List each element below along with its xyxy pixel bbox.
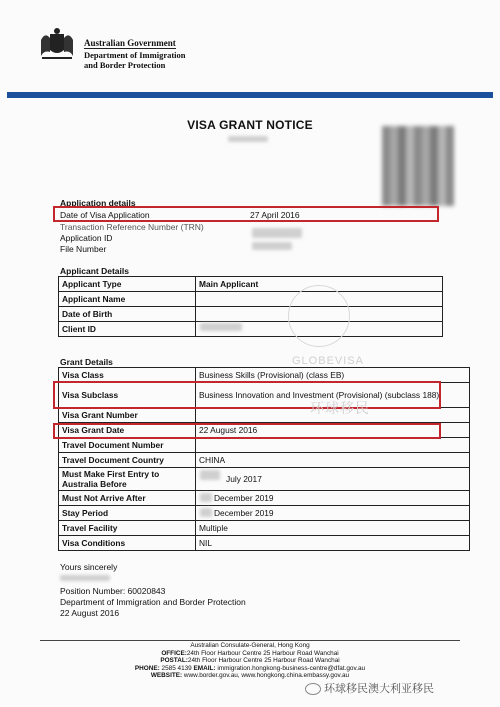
- redacted-signature: [60, 575, 110, 581]
- footer-phone-label: PHONE:: [134, 664, 160, 672]
- redacted-file: [252, 242, 292, 250]
- table-row: [59, 536, 470, 551]
- visa-conditions-label: Visa Conditions: [59, 536, 196, 551]
- highlight-application-date: [53, 206, 439, 222]
- department-name: Department of Immigration and Border Protection: [60, 597, 246, 607]
- visa-grant-date-label: Visa Grant Date: [59, 423, 196, 438]
- agency-name: [84, 38, 186, 70]
- travel-doc-number-value: [196, 438, 470, 453]
- footer-email: immigration.hongkong-business-centre@dfat.gov.au: [217, 664, 366, 672]
- visa-grant-date-value: 22 August 2016: [196, 423, 470, 438]
- applicant-name-label: Applicant Name: [59, 292, 196, 307]
- table-row: [59, 521, 470, 536]
- client-id-label: Client ID: [59, 322, 196, 337]
- table-row: [59, 408, 470, 423]
- redacted-appid: [252, 228, 302, 238]
- table-row: [59, 453, 470, 468]
- first-entry-label: Must Make First Entry to Australia Before: [59, 468, 196, 491]
- visa-class-label: Visa Class: [59, 368, 196, 383]
- position-number: Position Number: 60020843: [60, 586, 166, 596]
- grant-details-heading: Grant Details: [60, 357, 113, 367]
- header-rule: [84, 48, 176, 49]
- redacted-ref: [228, 136, 268, 142]
- applicant-type-label: Applicant Type: [59, 277, 196, 292]
- dob-label: Date of Birth: [59, 307, 196, 322]
- footer-website: www.border.gov.au, www.hongkong.china.embassy.gov.au: [183, 672, 350, 680]
- stay-period-label: Stay Period: [59, 506, 196, 521]
- footer-phone: 2585 4139: [161, 664, 192, 672]
- visa-grant-number-label: Visa Grant Number: [59, 408, 196, 423]
- visa-class-value: Business Skills (Provisional) (class EB): [196, 368, 470, 383]
- redacted-stay-day: [200, 508, 212, 517]
- applicant-photo: [382, 126, 454, 206]
- application-details-heading: Application details: [60, 198, 136, 208]
- footer: [40, 642, 460, 680]
- footer-email-label: EMAIL:: [193, 664, 216, 672]
- coat-of-arms-icon: [36, 26, 78, 64]
- app-label-appid: Application ID: [60, 233, 113, 243]
- watermark-chinese: 环球移民: [310, 400, 370, 416]
- first-entry-value: July 2017: [196, 468, 470, 491]
- redacted-client-id: [200, 323, 242, 331]
- header-bar: [7, 92, 493, 98]
- footer-postal: 24th Floor Harbour Centre 25 Harbour Road Wanchai: [187, 657, 340, 665]
- wechat-watermark: [305, 680, 434, 696]
- footer-office: 24th Floor Harbour Centre 25 Harbour Road Wanchai: [186, 649, 339, 657]
- department-line-2: and Border Protection: [84, 60, 166, 70]
- wechat-icon: [305, 683, 321, 695]
- footer-website-label: WEBSITE:: [150, 672, 183, 680]
- visa-subclass-value: Business Innovation and Investment (Provisional) (subclass 188): [196, 383, 470, 408]
- watermark-circle: [288, 285, 350, 347]
- table-row: [59, 438, 470, 453]
- footer-consulate: Australian Consulate-General, Hong Kong: [190, 642, 310, 649]
- stay-period-value: December 2019: [196, 506, 470, 521]
- closing-sincerely: Yours sincerely: [60, 562, 118, 572]
- closing-date: 22 August 2016: [60, 608, 120, 618]
- applicant-type-value: Main Applicant: [196, 277, 443, 292]
- department-line-1: Department of Immigration: [84, 50, 186, 60]
- must-not-arrive-value: December 2019: [196, 491, 470, 506]
- app-label-file: File Number: [60, 244, 107, 254]
- wechat-text: 环球移民澳大利亚移民: [324, 683, 434, 695]
- redacted-arrive-day: [200, 493, 212, 502]
- government-label: Australian Government: [84, 38, 176, 48]
- travel-doc-number-label: Travel Document Number: [59, 438, 196, 453]
- redacted-entry-day: [200, 470, 220, 480]
- table-row: [59, 277, 443, 292]
- must-not-arrive-label: Must Not Arrive After: [59, 491, 196, 506]
- table-row: [59, 468, 470, 491]
- applicant-table: [58, 276, 443, 337]
- travel-facility-value: Multiple: [196, 521, 470, 536]
- table-row: [59, 491, 470, 506]
- applicant-details-heading: Applicant Details: [60, 266, 129, 276]
- footer-office-label: OFFICE:: [161, 649, 187, 657]
- travel-facility-label: Travel Facility: [59, 521, 196, 536]
- table-row: [59, 307, 443, 322]
- app-label-date: Date of Visa Application: [60, 210, 150, 220]
- page-title: VISA GRANT NOTICE: [187, 118, 313, 132]
- footer-rule: [40, 640, 460, 641]
- travel-doc-country-value: CHINA: [196, 453, 470, 468]
- watermark-globevisa: GLOBEVISA: [292, 355, 364, 367]
- travel-doc-country-label: Travel Document Country: [59, 453, 196, 468]
- visa-conditions-value: NIL: [196, 536, 470, 551]
- app-label-trn: Transaction Reference Number (TRN): [60, 222, 204, 232]
- table-row: [59, 322, 443, 337]
- table-row: [59, 506, 470, 521]
- footer-postal-label: POSTAL:: [160, 657, 188, 665]
- highlight-visa-grant-date: [53, 423, 441, 439]
- app-value-date: 27 April 2016: [250, 210, 300, 220]
- visa-subclass-label: Visa Subclass: [59, 383, 196, 408]
- highlight-visa-subclass: [53, 381, 441, 409]
- table-row: [59, 292, 443, 307]
